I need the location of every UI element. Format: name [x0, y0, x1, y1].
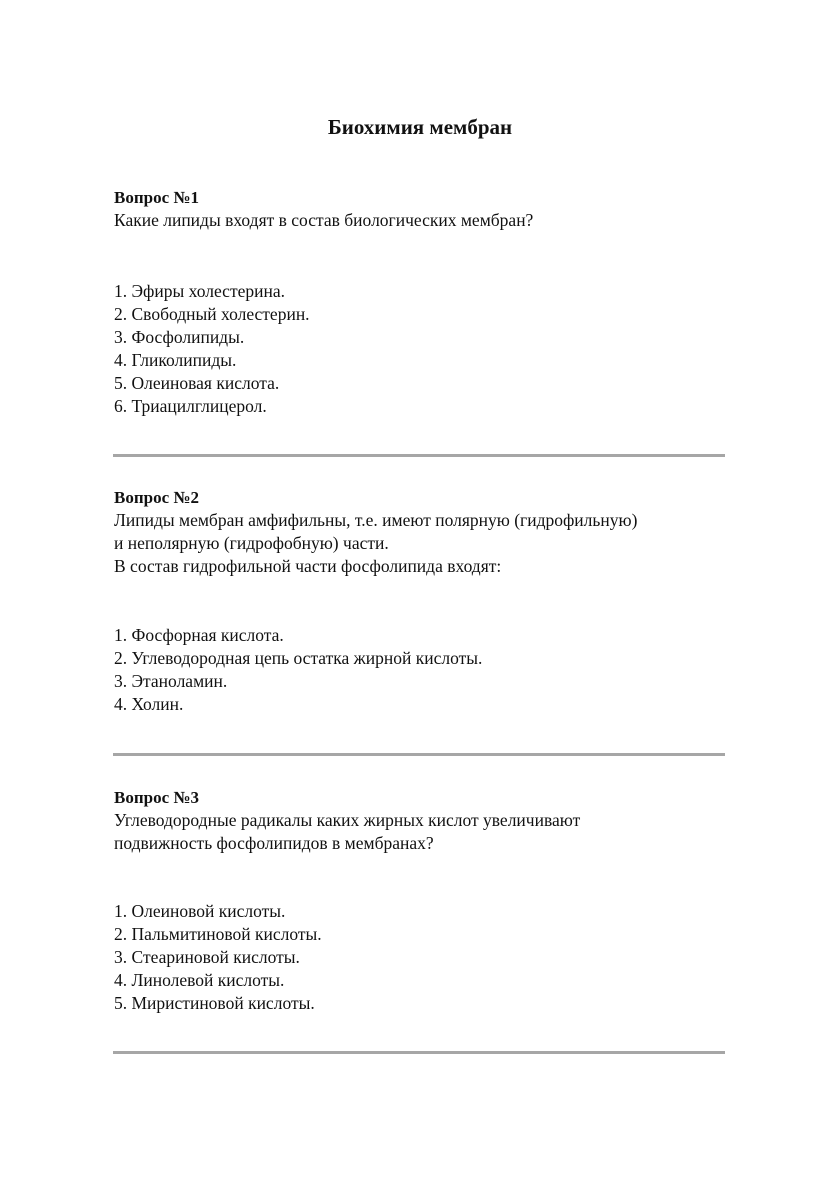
answer-option: 3. Фосфолипиды. [114, 327, 245, 347]
document-title: Биохимия мембран [327, 115, 513, 139]
answer-list [114, 280, 310, 418]
question-text-line: подвижность фосфолипидов в мембранах? [114, 833, 434, 853]
question-heading: Вопрос №2 [114, 488, 199, 507]
answer-option: 4. Холин. [114, 694, 184, 714]
answer-option: 6. Триацилглицерол. [114, 396, 267, 416]
answer-option: 3. Стеариновой кислоты. [114, 947, 300, 967]
answer-option: 4. Линолевой кислоты. [114, 970, 285, 990]
question-text-line: Углеводородные радикалы каких жирных кислот увеличивают [114, 810, 581, 830]
question-3 [114, 786, 754, 1013]
answer-option: 2. Углеводородная цепь остатка жирной кислоты. [114, 648, 483, 668]
answer-option: 5. Олеиновая кислота. [114, 373, 280, 393]
question-separator [113, 753, 725, 756]
question-separator [113, 454, 725, 457]
answer-option: 2. Пальмитиновой кислоты. [114, 924, 322, 944]
answer-option: 5. Миристиновой кислоты. [114, 993, 315, 1013]
question-2 [114, 486, 754, 714]
answer-option: 4. Гликолипиды. [114, 350, 237, 370]
question-text-line: Какие липиды входят в состав биологических мембран? [114, 210, 534, 230]
answer-list [114, 624, 482, 716]
answer-option: 1. Олеиновой кислоты. [114, 901, 286, 921]
question-separator [113, 1051, 725, 1054]
answer-option: 2. Свободный холестерин. [114, 304, 310, 324]
answer-option: 1. Эфиры холестерина. [114, 281, 285, 301]
answer-option: 3. Этаноламин. [114, 671, 228, 691]
question-1 [114, 186, 754, 416]
answer-option: 1. Фосфорная кислота. [114, 625, 284, 645]
answer-list [114, 900, 322, 1015]
question-text-line: В состав гидрофильной части фосфолипида входят: [114, 556, 502, 576]
question-text-line: и неполярную (гидрофобную) части. [114, 533, 389, 553]
question-text-line: Липиды мембран амфифильны, т.е. имеют полярную (гидрофильную) [114, 510, 638, 530]
question-heading: Вопрос №1 [114, 188, 199, 207]
question-heading: Вопрос №3 [114, 788, 199, 807]
